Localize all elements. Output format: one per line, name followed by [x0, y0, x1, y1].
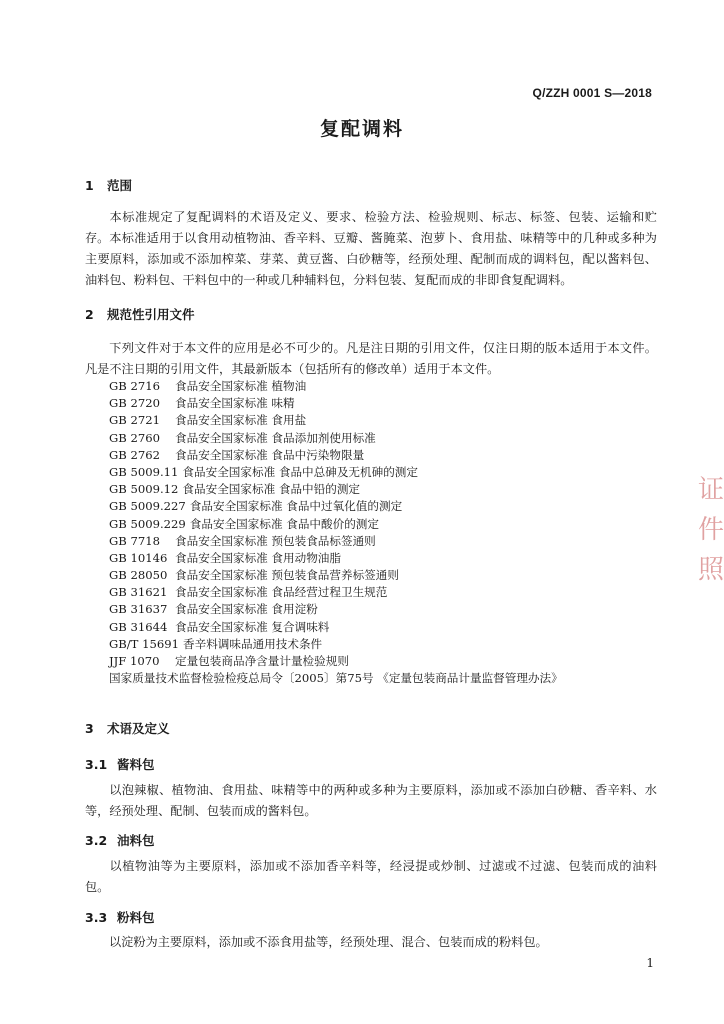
section-number: 3	[85, 721, 94, 736]
reference-item	[109, 636, 563, 653]
section-number: 1	[85, 178, 94, 193]
reference-title: 食品安全国家标准 食品中酸价的测定	[189, 516, 379, 531]
reference-item	[109, 378, 563, 395]
subsection-3-1-text	[85, 780, 657, 822]
reference-code: GB 5009.11	[109, 464, 179, 479]
reference-code: GB 31644	[109, 619, 168, 634]
reference-title: 食品安全国家标准 食品添加剂使用标准	[175, 430, 376, 445]
reference-title: 食品安全国家标准 食品经营过程卫生规范	[175, 585, 388, 600]
subsection-number: 3.2	[85, 833, 108, 848]
reference-title: 食品安全国家标准 植物油	[175, 379, 307, 393]
section-title: 规范性引用文件	[107, 307, 195, 322]
subsection-number: 3.1	[85, 757, 108, 772]
reference-item	[109, 395, 563, 412]
page-number: 1	[646, 956, 654, 970]
reference-code: GB 7718	[109, 533, 160, 548]
reference-item	[109, 481, 563, 498]
reference-code: GB 2716	[109, 379, 160, 393]
reference-item	[109, 430, 563, 447]
section-title: 术语及定义	[107, 721, 170, 736]
subsection-title: 酱料包	[117, 757, 155, 772]
reference-title: 食品安全国家标准 食品中污染物限量	[175, 447, 365, 462]
paragraph-text: 下列文件对于本文件的应用是必不可少的。凡是注日期的引用文件，仅注日期的版本适用于本文件。凡是不注日期的引用文件，其最新版本（包括所有的修改单）适用于本文件。	[85, 341, 657, 376]
section-3-heading	[85, 719, 170, 737]
reference-item	[109, 567, 563, 584]
reference-code: GB 5009.227	[109, 499, 186, 514]
reference-item	[109, 584, 563, 601]
reference-title: 食品安全国家标准 复合调味料	[175, 619, 330, 634]
paragraph-text: 以植物油等为主要原料，添加或不添加香辛料等，经浸提或炒制、过滤或不过滤、包装而成的油料包。	[85, 859, 657, 894]
subsection-number: 3.3	[85, 910, 108, 925]
reference-item	[109, 601, 563, 618]
reference-title: 食品安全国家标准 食用淀粉	[175, 602, 318, 617]
doc-code: Q/ZZH 0001 S—2018	[532, 86, 652, 100]
reference-code: GB/T 15691	[109, 636, 179, 651]
reference-title: 食品安全国家标准 食用盐	[175, 413, 307, 428]
subsection-3-1-heading	[85, 755, 155, 773]
reference-code: JJF 1070	[109, 654, 160, 668]
section-2-heading	[85, 305, 195, 323]
subsection-3-3-heading	[85, 908, 155, 926]
paragraph-text: 以淀粉为主要原料，添加或不添食用盐等，经预处理、混合、包装而成的粉料包。	[109, 935, 548, 949]
reference-title: 食品安全国家标准 味精	[175, 396, 295, 411]
section-number: 2	[85, 307, 94, 322]
reference-item	[109, 550, 563, 567]
reference-code: GB 2760	[109, 430, 160, 445]
reference-code: GB 31637	[109, 602, 168, 617]
reference-item	[109, 498, 563, 515]
reference-code: GB 31621	[109, 585, 168, 600]
section-1-heading	[85, 176, 132, 194]
subsection-title: 油料包	[117, 833, 155, 848]
reference-title: 食品安全国家标准 食品中过氧化值的测定	[189, 499, 403, 514]
reference-item	[109, 516, 563, 533]
reference-item	[109, 619, 563, 636]
reference-title: 食品安全国家标准 食品中总砷及无机砷的测定	[182, 464, 418, 479]
section-2-intro	[85, 338, 657, 380]
red-stamp-edge: 证 件 照	[698, 475, 724, 585]
paragraph-text: 以泡辣椒、植物油、食用盐、味精等中的两种或多种为主要原料，添加或不添加白砂糖、香辛料、水等，经预处理、配制、包装而成的酱料包。	[85, 783, 657, 818]
reference-code: GB 2762	[109, 447, 160, 462]
reference-title: 香辛料调味品通用技术条件	[183, 636, 323, 651]
reference-item	[109, 464, 563, 481]
section-title: 范围	[107, 178, 133, 193]
paragraph-text: 本标准适用于以食用动植物油、香辛料、豆瓣、酱腌菜、泡萝卜、食用盐、味精等中的几种或多种为主要原料，添加或不添加榨菜、芽菜、黄豆酱、白砂糖等，经预处理、配制而成的调料包，配以酱料包、油料包、粉料包、干料包中的一种或几种辅料包，分料包装、复配而成的非即食复配调料。	[85, 231, 657, 287]
reference-code: GB 10146	[109, 550, 168, 565]
reference-code: GB 28050	[109, 568, 168, 583]
reference-title: 食品安全国家标准 预包装食品标签通则	[175, 533, 376, 548]
reference-item	[109, 653, 563, 670]
reference-item	[109, 670, 563, 687]
subsection-3-2-text	[85, 856, 657, 898]
reference-code: GB 5009.229	[109, 516, 186, 531]
reference-item	[109, 533, 563, 550]
reference-title: 食品安全国家标准 预包装食品营养标签通则	[175, 568, 399, 583]
paragraph-text: 本标准规定了复配调料的术语及定义、要求、检验方法、检验规则、标志、标签、包装、运输和贮存。	[85, 210, 657, 245]
reference-title: 国家质量技术监督检验检疫总局令〔2005〕第75号 《定量包装商品计量监督管理办法》	[109, 671, 563, 686]
subsection-3-3-text	[85, 932, 657, 953]
reference-item	[109, 412, 563, 429]
reference-code: GB 2721	[109, 413, 160, 428]
reference-title: 食品安全国家标准 食用动物油脂	[175, 550, 341, 565]
reference-title: 食品安全国家标准 食品中铅的测定	[182, 482, 361, 497]
reference-item	[109, 447, 563, 464]
reference-list	[109, 378, 563, 687]
page-title: 复配调料	[319, 118, 404, 140]
section-1-paragraph-2	[85, 228, 657, 291]
reference-title: 定量包装商品净含量计量检验规则	[175, 654, 349, 668]
reference-code: GB 2720	[109, 396, 160, 411]
subsection-3-2-heading	[85, 831, 155, 849]
reference-code: GB 5009.12	[109, 482, 179, 497]
subsection-title: 粉料包	[117, 910, 155, 925]
